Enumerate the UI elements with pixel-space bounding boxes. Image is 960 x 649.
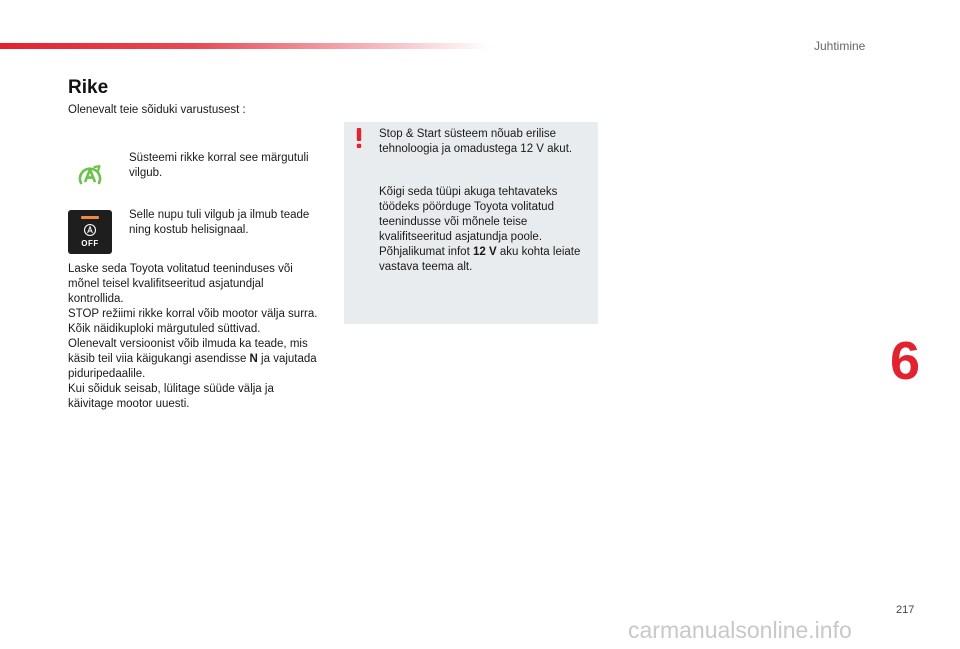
header-accent-bar [0, 43, 490, 49]
instruction-paragraph: STOP režiimi rikke korral võib mootor välja surra. [68, 308, 318, 320]
instruction-paragraph: Olenevalt versioonist võib ilmuda ka teade, mis käsib teil viia käigukangi asendisse N ja vajutada piduripedaalile. [68, 338, 317, 380]
warning-box [344, 122, 598, 324]
warning-text-battery: Stop & Start süsteem nõuab erilise tehnoloogia ja omadustega 12 V akut. [379, 128, 573, 155]
gear-position-n: N [249, 353, 258, 365]
section-title: Rike [68, 77, 109, 98]
off-button-label: OFF [81, 239, 99, 248]
exclamation-icon [355, 127, 363, 149]
stop-start-off-button-icon [68, 210, 112, 254]
fault-instructions [68, 262, 318, 412]
instruction-paragraph: Kui sõiduk seisab, lülitage süüde välja ja käivitage mootor uuesti. [68, 383, 274, 410]
a-lamp-description: Süsteemi rikke korral see märgutuli vilgub. [129, 152, 309, 179]
chapter-number: 6 [890, 331, 921, 391]
instruction-paragraph: Laske seda Toyota volitatud teeninduses või mõnel teisel kvalifitseeritud asjatundjal kontrollida. [68, 263, 293, 305]
instruction-paragraph: Kõik näidikuploki märgutuled süttivad. [68, 323, 261, 335]
off-button-description: Selle nupu tuli vilgub ja ilmub teade ning kostub helisignaal. [129, 209, 310, 236]
auto-stop-start-warning-icon [75, 163, 105, 187]
intro-text: Olenevalt teie sõiduki varustusest : [68, 104, 246, 116]
warning-text-service: Kõigi seda tüüpi akuga tehtavateks töödeks pöörduge Toyota volitatud teenindusse või mõnele teise kvalifitseeritud asjatundja poole. Põhjalikumat infot 12 V aku kohta leiate vastava teema alt. [379, 186, 581, 273]
watermark: carmanualsonline.info [628, 617, 852, 643]
chapter-title: Juhtimine [814, 39, 866, 53]
page-number: 217 [896, 604, 915, 616]
